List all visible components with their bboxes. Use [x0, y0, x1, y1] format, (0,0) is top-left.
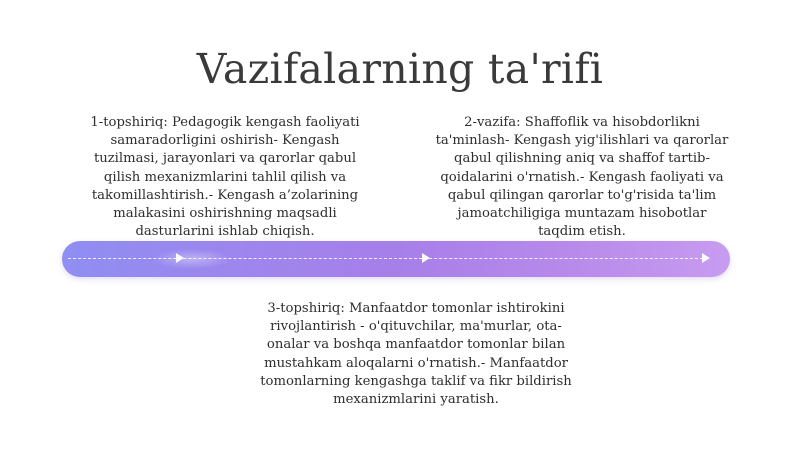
task-1-line: malakasini oshirishning maqsadli [113, 206, 337, 222]
task-1-line: samaradorligini oshirish- Kengash [110, 133, 340, 149]
task-2-line: jamoatchiligiga muntazam hisobotlar [457, 206, 707, 222]
task-2-description [418, 114, 746, 241]
task-1-line: 1-topshiriq: Pedagogik kengash faoliyati [90, 115, 360, 130]
task-1-line: tuzilmasi, jarayonlari va qarorlar qabul [93, 151, 357, 167]
task-2-line: 2-vazifa: Shaffoflik va hisobdorlikni [464, 115, 700, 130]
task-1-line: dasturlarini ishlab chiqish. [135, 224, 315, 240]
page-title: Vazifalarning ta'rifi [196, 45, 604, 94]
arrow-right-icon [422, 253, 430, 263]
arrow-right-icon [176, 253, 184, 263]
arrow-right-icon [702, 253, 710, 263]
task-3-description [236, 300, 596, 409]
task-2-line: taqdim etish. [538, 224, 626, 240]
task-3-line: mexanizmlarini yaratish. [333, 392, 499, 408]
timeline-glow [152, 249, 232, 269]
task-1-line: takomillashtirish.- Kengash a’zolarining [91, 187, 359, 203]
task-2-line: qabul qilingan qarorlar to'g'risida ta'lim [447, 187, 717, 203]
task-2-line: qoidalarini o'rnatish.- Kengash faoliyati va [440, 169, 724, 185]
task-2-line: ta'minlash- Kengash yig'ilishlari va qarorlar [435, 133, 729, 149]
task-2-line: qabul qilishning aniq va shaffof tartib- [454, 151, 710, 167]
task-1-description [72, 114, 378, 241]
task-1-line: qilish mexanizmlarini tahlil qilish va [103, 169, 347, 185]
task-3-line: onalar va boshqa manfaatdor tomonlar bilan [266, 337, 566, 353]
task-3-line: mustahkam aloqalarni o'rnatish.- Manfaatdor [264, 355, 568, 371]
task-3-line: tomonlarning kengashga taklif va fikr bildirish [260, 373, 572, 389]
task-3-line: rivojlantirish - o'qituvchilar, ma'murlar, ota- [270, 319, 562, 335]
task-3-line: 3-topshiriq: Manfaatdor tomonlar ishtirokini [267, 301, 565, 316]
timeline-bar [62, 241, 730, 277]
timeline-dashed-line [68, 258, 708, 259]
